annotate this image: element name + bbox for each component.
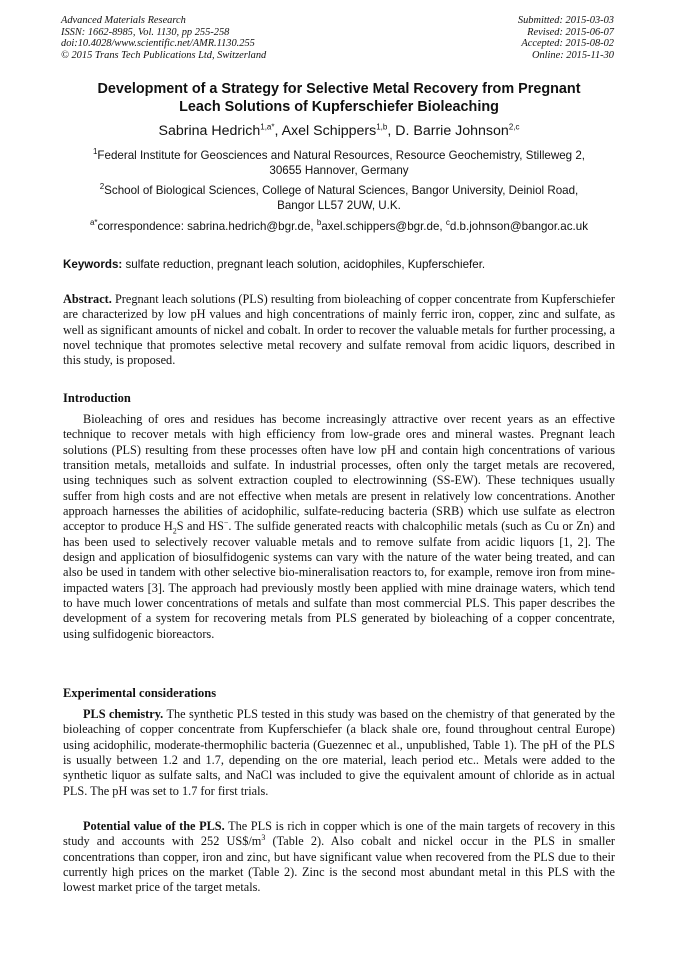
h2s-subscript: 2 [172,526,177,536]
journal-copyright: © 2015 Trans Tech Publications Ltd, Switzerland [61,49,267,61]
journal-info [61,15,266,61]
email-mark: c [445,218,450,228]
author-affiliation-mark: 1,b [376,122,388,132]
pls-chemistry-label: PLS chemistry. [83,707,164,721]
pls-chemistry-paragraph [63,707,615,799]
affiliation-line [40,148,638,163]
keywords-text: sulfate reduction, pregnant leach solution, acidophiles, Kupferschiefer. [122,258,486,271]
journal-doi[interactable]: doi:10.4028/www.scientific.net/AMR.1130.255 [61,38,255,50]
author-separator: , [387,123,396,139]
date-accepted: Accepted: 2015-08-02 [521,38,614,50]
intro-text: . The sulfide generated reacts with chalcophilic metals (such as Cu or Zn) and has been used to selectively recover valuable metals and to remove sulfate from acidic liquors [1, 2]. The design and application of biosulfidogenic systems can vary with the nature of the water being treated, and can also be used in tandem with other selective bio-mineralisation reactors to, for example, remove iron from mine-impacted waters [3]. The approach had previously mostly been applied with mine drainage waters, which tend to have much lower concentrations of metals and sulfate than most commercial PLS. This paper describes the development of a system for recovering metals from PLS generated by bioleaching of a copper concentrate, using sulfidogenic bioreactors. [63,519,615,641]
journal-issn: ISSN: 1662-8985, Vol. 1130, pp 255-258 [61,26,230,38]
author-affiliation-mark: 2,c [508,122,520,132]
email-text[interactable]: d.b.johnson@bangor.ac.uk [449,220,588,233]
keywords [63,257,615,272]
author-list [40,122,638,140]
author-name: Sabrina Hedrich [158,123,261,139]
potential-value-text: The PLS is rich in copper which is one of the main targets of recovery in this study and accounts with 252 US$/m [63,819,615,849]
author-affiliation-mark: 1,a* [260,122,275,132]
potential-value-label: Potential value of the PLS. [83,819,225,833]
section-heading-experimental: Experimental considerations [63,686,217,700]
abstract-text: Pregnant leach solutions (PLS) resulting from bioleaching of copper concentrate from Kupferschiefer are characterized by low pH values and high concentrations of mainly ferric iron, copper, zinc and sulfate, as well as significant amounts of nickel and cobalt. In order to recover the valuable metals for further processing, a novel technique that promotes selective metal recovery and sulfate removal from acidic liquors, described in this study, is proposed. [63,292,615,368]
affiliation-number: 1 [92,147,98,157]
title-line-2: Leach Solutions of Kupferschiefer Bioleaching [179,99,499,115]
date-submitted: Submitted: 2015-03-03 [517,15,614,26]
date-revised: Revised: 2015-06-07 [527,26,614,38]
abstract-label: Abstract. [63,292,112,306]
email-mark: a* [89,218,98,228]
paper-title [40,80,638,116]
email-mark: b [316,218,322,228]
cubic-superscript: 3 [261,833,266,843]
affiliation-number: 2 [99,182,105,192]
intro-text: Bioleaching of ores and residues has become increasingly attractive over recent years as an effective technique to recover metals with high efficiency from low-grade ores and mineral wastes. Pregnant leach solutions (PLS) resulting from these processes often have low pH and contain high concentrations of various transition metals, metalloids and sulfate. In industrial processes, often only the target metals are recovered, using techniques such as solvent extraction coupled to electrowinning (SS-EW). These techniques usually suffer from high costs and are not effective when metals are present in relatively low concentrations. Another approach harnesses the abilities of acidophilic, sulfate-reducing bacteria (SRB) which use sulfate as electron acceptor to produce H [63,412,615,534]
author-name: D. Barrie Johnson [395,123,509,139]
affiliation-text: Federal Institute for Geosciences and Natural Resources, Resource Geochemistry, Stilleweg 2, [97,149,586,162]
affiliation-text: School of Biological Sciences, College of Natural Sciences, Bangor University, Deiniol Road, [104,184,579,197]
affiliation-1 [40,148,638,179]
publication-dates [518,15,614,61]
intro-text: S and HS [176,519,224,534]
journal-name: Advanced Materials Research [61,15,186,26]
potential-value-paragraph [63,819,615,896]
hs-superscript: − [223,518,229,528]
title-line-1: Development of a Strategy for Selective Metal Recovery from Pregnant [97,81,581,97]
section-heading-introduction: Introduction [63,391,131,405]
pls-chemistry-text: The synthetic PLS tested in this study was based on the chemistry of that generated by the bioleaching of copper concentrate from Kupferschiefer (a black shale ore, found throughout central Europe) using acidophilic, moderate-thermophilic bacteria (Guezennec et al., unpublished, Table 1). The pH of the PLS is usually between 1.2 and 1.7, depending on the ore material, leach period etc.. Metals were added to the synthetic liquor as sulfate salts, and NaCl was included to give the equivalent amount of chloride as in actual PLS. The pH was set to 1.7 for first trials. [63,707,615,798]
date-online: Online: 2015-11-30 [531,49,614,61]
keywords-label: Keywords: [63,258,123,271]
introduction-paragraph [63,412,615,642]
affiliation-2 [40,183,638,214]
affiliation-line [40,183,638,198]
potential-value-text: (Table 2). Also cobalt and nickel occur in the PLS in smaller concentrations than copper, iron and zinc, but have significant value when recovered from the PLS due to their currently high prices on the market (Table 2). Zinc is the second most abundant metal in this PLS with the lowest market price of the target metals. [63,834,615,895]
author-name: Axel Schippers [281,123,377,139]
affiliation-line: Bangor LL57 2UW, U.K. [277,199,401,213]
email-text[interactable]: correspondence: sabrina.hedrich@bgr.de, [97,220,317,233]
correspondence-emails [40,219,638,234]
author-separator: , [274,123,282,139]
email-text[interactable]: axel.schippers@bgr.de, [321,220,446,233]
affiliation-line: 30655 Hannover, Germany [269,164,409,178]
abstract [63,292,615,369]
